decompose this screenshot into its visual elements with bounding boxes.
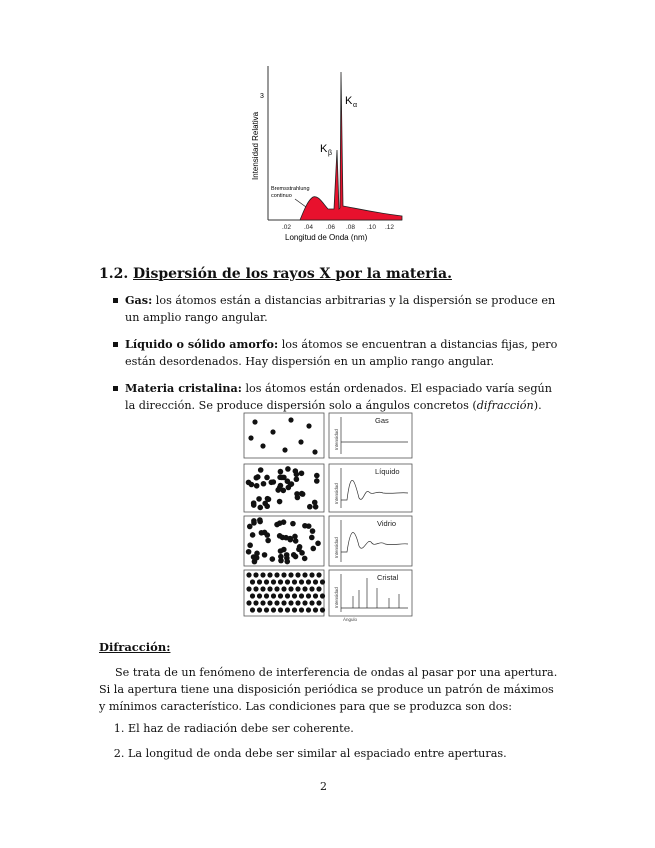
section-title: Dispersión de los rayos X por la materia. — [133, 266, 452, 282]
panel-label-glass: Vidrio — [377, 519, 397, 528]
liquid-atom — [278, 469, 284, 475]
crystal-atom — [253, 600, 258, 605]
crystal-atom — [264, 579, 269, 584]
crystal-atom — [246, 586, 251, 591]
crystal-atom — [306, 607, 311, 612]
crystal-atom — [250, 607, 255, 612]
liquid-atom — [278, 483, 284, 489]
crystal-atom — [250, 579, 255, 584]
crystal-atom — [264, 607, 269, 612]
glass-atom — [278, 558, 284, 564]
liquid-atom — [295, 495, 301, 501]
bullet-term: Materia cristalina: — [125, 381, 242, 395]
crystal-graph-box — [329, 570, 412, 616]
crystal-atom — [316, 600, 321, 605]
liquid-atom — [255, 474, 261, 480]
crystal-atom — [250, 593, 255, 598]
crystal-atom — [320, 593, 325, 598]
glass-atom — [297, 544, 303, 550]
continuum-arrow — [295, 199, 306, 207]
liquid-atom — [294, 476, 300, 482]
y-tick: 3 — [260, 93, 264, 100]
x-tick-2: .06 — [326, 224, 336, 231]
glass-atom — [257, 517, 263, 523]
gas-atom — [252, 419, 257, 424]
section-heading — [99, 266, 452, 282]
crystal-atom — [267, 600, 272, 605]
liquid-atom — [312, 500, 318, 506]
gas-atom — [270, 429, 275, 434]
x-tick-4: .10 — [367, 224, 377, 231]
liquid-atom — [279, 475, 285, 481]
glass-atom — [315, 541, 321, 547]
k-alpha-sub: α — [353, 102, 358, 109]
glass-atom — [259, 530, 265, 536]
bullet-italic: difracción — [476, 399, 534, 412]
crystal-atom — [295, 572, 300, 577]
k-alpha-label: K — [345, 95, 353, 107]
liquid-atom — [299, 491, 305, 497]
crystal-atom — [274, 572, 279, 577]
liquid-atom — [269, 479, 275, 485]
crystal-atom — [285, 593, 290, 598]
x-tick-0: .02 — [282, 224, 292, 231]
liquid-atom — [254, 483, 260, 489]
crystal-atom — [257, 593, 262, 598]
glass-atom — [277, 533, 283, 539]
crystal-atom — [316, 586, 321, 591]
bullet-tail: ). — [533, 399, 542, 412]
crystal-atom — [271, 579, 276, 584]
crystal-atom — [295, 600, 300, 605]
glass-atom — [270, 556, 276, 562]
glass-atom — [262, 552, 268, 558]
y-axis-label: Intensidad Relativa — [251, 111, 260, 180]
crystal-atom — [302, 572, 307, 577]
glass-atom — [310, 528, 316, 534]
diffraction-paragraph: Se trata de un fenómeno de interferencia de ondas al pasar por una apertura. Si la apertura tiene una disposición periódica se produce un patrón de máximos y mínimos característico. Las condiciones para que se produzca son dos: — [99, 666, 558, 713]
glass-atom — [299, 550, 305, 556]
liquid-atom — [294, 472, 300, 478]
crystal-atom — [306, 579, 311, 584]
liquid-atom — [264, 475, 270, 481]
glass-atom — [283, 535, 289, 541]
glass-atom — [265, 538, 271, 544]
liquid-atom — [256, 496, 262, 502]
gas-atom — [260, 443, 265, 448]
crystal-atom — [288, 572, 293, 577]
crystal-atom — [292, 579, 297, 584]
liquid-atom — [246, 480, 252, 486]
liquid-atom — [261, 481, 267, 487]
crystal-atom — [274, 586, 279, 591]
glass-atom — [281, 547, 287, 553]
glass-atom — [251, 520, 257, 526]
glass-atom — [310, 546, 316, 552]
crystal-atom — [295, 586, 300, 591]
crystal-atom — [264, 593, 269, 598]
crystal-atom — [285, 607, 290, 612]
panel-label-crystal: Cristal — [377, 573, 399, 582]
crystal-atom — [313, 607, 318, 612]
conditions-list — [110, 720, 507, 770]
crystal-atom — [260, 586, 265, 591]
gas-atom — [288, 417, 293, 422]
crystal-atom — [246, 572, 251, 577]
panel-label-liquid: Líquido — [375, 467, 400, 476]
crystal-atom — [316, 572, 321, 577]
gas-y-label: Intensidad — [334, 429, 339, 450]
glass-atom — [291, 552, 297, 558]
gas-graph-box — [329, 413, 412, 458]
matter-types-list — [113, 292, 565, 424]
glass-atom — [250, 532, 256, 538]
gas-atom — [282, 447, 287, 452]
crystal-atom — [309, 600, 314, 605]
crystal-atom — [260, 572, 265, 577]
liquid-atom — [314, 478, 320, 484]
x-ticks — [282, 224, 394, 231]
page-number: 2 — [320, 780, 327, 793]
list-item: 1. El haz de radiación debe ser coherente. — [128, 720, 507, 737]
bullet-term: Líquido o sólido amorfo: — [125, 337, 279, 351]
glass-atom — [302, 523, 308, 529]
crystal-atom — [271, 593, 276, 598]
crystal-atom — [281, 600, 286, 605]
k-beta-label: K — [320, 143, 328, 155]
liquid-atom — [251, 502, 257, 508]
gas-atom — [298, 439, 303, 444]
crystal-atom — [302, 600, 307, 605]
crystal-atom — [292, 593, 297, 598]
crystal-atom — [257, 607, 262, 612]
crystal-atom — [309, 586, 314, 591]
k-beta-sub: β — [328, 150, 333, 157]
glass-atom — [246, 549, 252, 555]
x-axis-label: Longitud de Onda (nm) — [285, 233, 368, 242]
crystal-atom — [320, 607, 325, 612]
crystal-atom — [288, 586, 293, 591]
crystal-atom — [288, 600, 293, 605]
liquid-atom — [307, 504, 313, 510]
crystal-atom — [278, 607, 283, 612]
liquid-atom — [265, 496, 271, 502]
liquid-atom — [257, 505, 263, 511]
crystal-atom — [285, 579, 290, 584]
glass-atom — [277, 520, 283, 526]
glass-atom — [302, 556, 308, 562]
crystal-atom — [299, 593, 304, 598]
bullet-text: los átomos se encuentran a distancias fijas, pero están desordenados. Hay dispersión en un amplio rango angular. — [125, 338, 558, 368]
crystal-atom — [281, 572, 286, 577]
list-item: 2. La longitud de onda debe ser similar al espaciado entre aperturas. — [128, 745, 507, 762]
crystal-atom — [274, 600, 279, 605]
glass-graph-box — [329, 516, 412, 566]
liquid-atom — [258, 467, 264, 473]
crystal-atom — [253, 572, 258, 577]
crystal-atom — [281, 586, 286, 591]
crystal-y-label: Intensidad — [334, 587, 339, 608]
crystal-atom — [299, 607, 304, 612]
crystal-atom — [267, 586, 272, 591]
crystal-atom — [313, 579, 318, 584]
liquid-atom — [285, 466, 291, 472]
glass-atom — [290, 521, 296, 527]
crystal-atom — [257, 579, 262, 584]
bullet-text: los átomos están ordenados. El espaciado varía según la dirección. Se produce dispersión solo a ángulos concretos ( — [125, 382, 552, 412]
crystal-atom — [309, 572, 314, 577]
crystal-atom — [313, 593, 318, 598]
list-item — [113, 292, 565, 326]
bullet-text: los átomos están a distancias arbitrarias y la dispersión se produce en un amplio rango angular. — [125, 294, 556, 324]
crystal-atom — [306, 593, 311, 598]
states-of-matter-figure — [243, 412, 415, 622]
gas-atom — [312, 449, 317, 454]
bullet-term: Gas: — [125, 293, 153, 307]
xray-spectrum-figure — [240, 60, 410, 245]
glass-atom — [264, 532, 270, 538]
glass-y-label: Intensidad — [334, 537, 339, 558]
liquid-atom — [289, 481, 295, 487]
glass-atom — [284, 559, 290, 565]
liquid-y-label: Intensidad — [334, 483, 339, 504]
crystal-atom — [320, 579, 325, 584]
glass-atom — [309, 535, 315, 541]
crystal-atom — [299, 579, 304, 584]
gas-atom — [306, 423, 311, 428]
glass-atom — [254, 555, 260, 561]
x-tick-3: .08 — [346, 224, 356, 231]
x-tick-5: .12 — [385, 224, 395, 231]
crystal-atom — [253, 586, 258, 591]
crystal-atom — [246, 600, 251, 605]
crystal-atom — [267, 572, 272, 577]
crystal-atom — [271, 607, 276, 612]
crystal-atom — [292, 607, 297, 612]
crystal-atom — [260, 600, 265, 605]
glass-atom — [292, 534, 298, 540]
section-number: 1.2. — [99, 266, 129, 282]
crystal-atom — [278, 579, 283, 584]
continuum-label-2: continuo — [271, 193, 292, 199]
crystal-x-label: Ángulo — [343, 617, 358, 622]
list-item — [113, 336, 565, 370]
panel-label-gas: Gas — [375, 416, 389, 425]
x-tick-1: .04 — [304, 224, 314, 231]
list-item — [113, 380, 565, 414]
continuum-label-1: Bremsstrahlung — [271, 186, 310, 192]
crystal-atom — [278, 593, 283, 598]
diffraction-heading: Difracción: — [99, 640, 171, 654]
liquid-atom — [314, 473, 320, 479]
gas-atom — [248, 435, 253, 440]
crystal-atom — [302, 586, 307, 591]
liquid-atom — [277, 499, 283, 505]
glass-atom — [247, 542, 253, 548]
liquid-atom — [299, 470, 305, 476]
liquid-atom — [264, 503, 270, 509]
